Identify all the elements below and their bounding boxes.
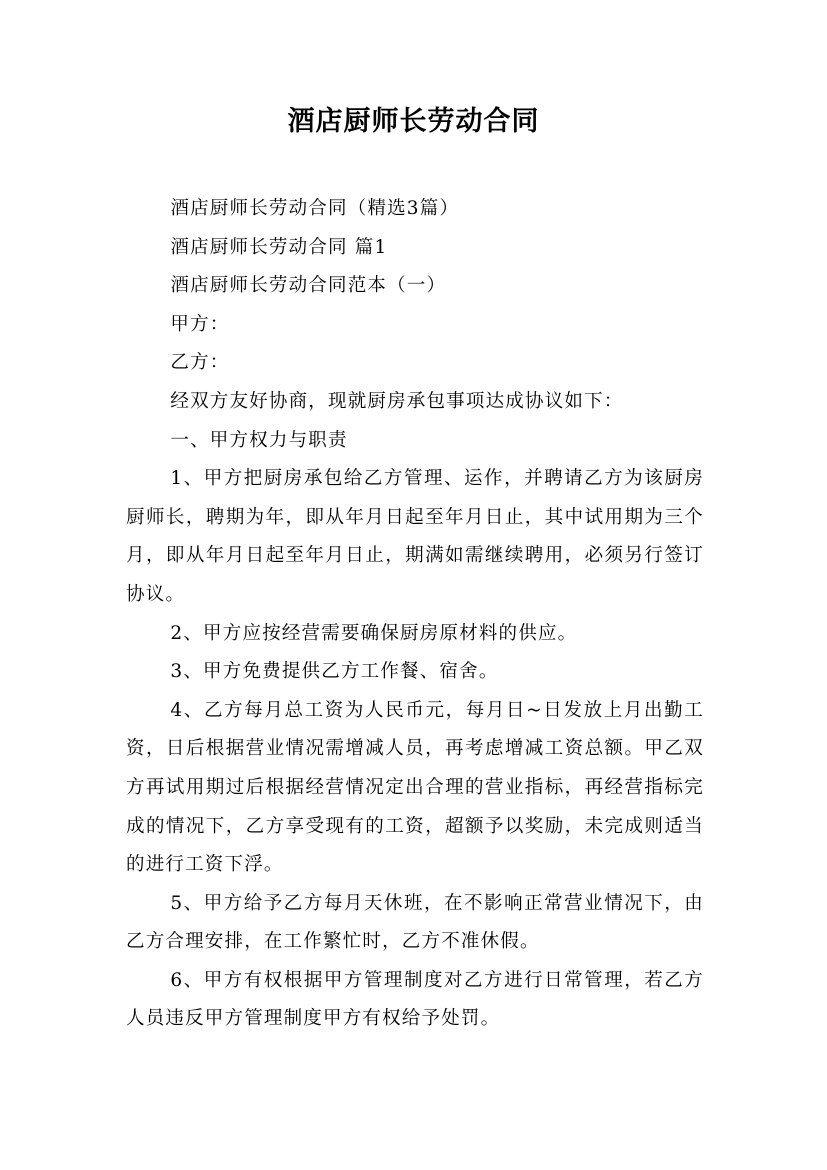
paragraph-clause-2: 2、甲方应按经营需要确保厨房原材料的供应。 xyxy=(170,622,578,644)
paragraph-clause-6: 6、甲方有权根据甲方管理制度对乙方进行日常管理，若乙方人员违反甲方管理制度甲方有权给予处罚。 xyxy=(126,969,704,1030)
paragraph-preamble: 经双方友好协商，现就厨房承包事项达成协议如下： xyxy=(170,390,624,412)
paragraph-clause-4: 4、乙方每月总工资为人民币元，每月日~日发放上月出勤工资，日后根据营业情况需增减人员，再考虑增减工资总额。甲乙双方再试用期过后根据经营情况定出合理的营业指标，再经营指标完成的情况下，乙方享受现有的工资，超额予以奖励，未完成则适当的进行工资下浮。 xyxy=(126,699,704,876)
document-title: 酒店厨师长劳动合同 xyxy=(287,106,540,137)
paragraph-clause-heading: 一、甲方权力与职责 xyxy=(170,429,348,451)
paragraph-clause-1: 1、甲方把厨房承包给乙方管理、运作，并聘请乙方为该厨房厨师长，聘期为年，即从年月日起至年月日止，其中试用期为三个月，即从年月日起至年月日止，期满如需继续聘用，必须另行签订协议。 xyxy=(126,468,704,605)
paragraph-clause-5: 5、甲方给予乙方每月天休班，在不影响正常营业情况下，由乙方合理安排，在工作繁忙时，乙方不准休假。 xyxy=(126,892,704,953)
paragraph-party-b: 乙方： xyxy=(170,352,230,374)
paragraph-section-heading: 酒店厨师长劳动合同 篇1 xyxy=(170,236,388,258)
paragraph-subtitle: 酒店厨师长劳动合同（精选3篇） xyxy=(170,198,460,219)
paragraph-party-a: 甲方： xyxy=(170,313,230,335)
paragraph-template-heading: 酒店厨师长劳动合同范本（一） xyxy=(170,275,447,297)
document-body xyxy=(126,190,704,1039)
paragraph-clause-3: 3、甲方免费提供乙方工作餐、宿舍。 xyxy=(170,661,499,683)
